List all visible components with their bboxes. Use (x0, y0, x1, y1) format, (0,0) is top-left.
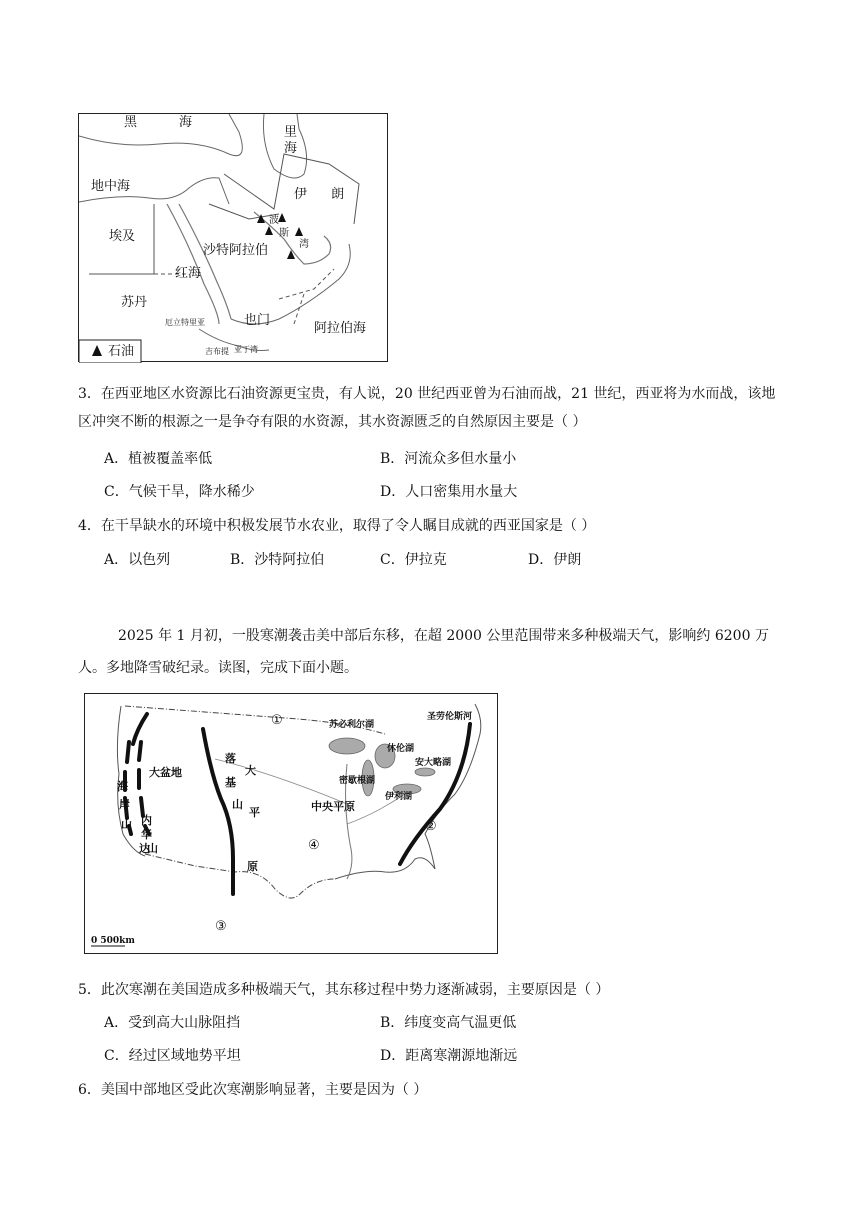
label-lake-huron: 休伦湖 (387, 744, 415, 754)
label-central-plain: 中央平原 (311, 800, 355, 813)
label-arabian-sea: 阿拉伯海 (314, 321, 367, 336)
label-gulf-of-aden: 亚丁湾 (234, 345, 258, 354)
label-gulf-3: 湾 (299, 239, 309, 250)
question-4-stem: 4．在干旱缺水的环境中积极发展节水农业，取得了令人瞩目成就的西亚国家是（ ） (78, 518, 596, 534)
label-sierra-4: 山 (147, 842, 158, 855)
label-black-sea-2: 海 (179, 115, 193, 130)
label-sierra-3: 达 (139, 842, 150, 855)
question-5-option-c: C．经过区域地势平坦 (104, 1048, 241, 1064)
label-lake-michigan: 密歇根湖 (339, 776, 376, 786)
label-lake-erie: 伊利湖 (385, 792, 413, 802)
label-sierra-2: 华 (141, 828, 152, 841)
label-sudan: 苏丹 (121, 295, 148, 310)
question-6-stem: 6．美国中部地区受此次寒潮影响显著，主要是因为（ ） (78, 1082, 428, 1098)
cold-wave-intro: 2025 年 1 月初，一股寒潮袭击美中部后东移，在超 2000 公里范围带来多种极端天气，影响约 6200 万人。多地降雪破纪录。读图，完成下面小题。 (78, 628, 769, 676)
question-5-option-b: B．纬度变高气温更低 (380, 1015, 517, 1031)
question-5-option-a: A．受到高大山脉阻挡 (104, 1015, 241, 1031)
label-iran: 伊 朗 (294, 187, 355, 202)
label-caspian-2: 海 (284, 141, 298, 156)
legend-oil-label: 石油 (108, 344, 135, 359)
label-great-basin: 大盆地 (149, 766, 182, 779)
west-asia-map (78, 113, 388, 362)
question-4-option-b: B．沙特阿拉伯 (230, 552, 325, 568)
label-plains-2: 平 (249, 806, 260, 819)
label-coast-3: 山 (121, 818, 132, 831)
question-3-option-b: B．河流众多但水量小 (380, 451, 517, 467)
label-djibouti: 吉布提 (205, 347, 229, 356)
marker-3: ③ (215, 919, 227, 934)
label-sierra-1: 内 (141, 814, 152, 827)
label-coast-2: 岸 (119, 798, 130, 811)
label-saudi-arabia: 沙特阿拉伯 (203, 243, 269, 258)
label-plains-1: 大 (245, 764, 256, 777)
question-3-option-c: C．气候干旱，降水稀少 (104, 484, 255, 500)
question-5-option-d: D．距离寒潮源地渐远 (380, 1048, 518, 1064)
label-black-sea-1: 黑 (124, 115, 138, 130)
label-rocky-2: 基 (225, 776, 236, 789)
usa-map (84, 693, 498, 954)
label-lake-superior: 苏必利尔湖 (329, 720, 375, 730)
question-3-option-a: A．植被覆盖率低 (104, 451, 213, 467)
label-rocky-1: 落 (225, 752, 236, 765)
marker-4: ④ (308, 838, 320, 853)
label-plains-3: 原 (247, 860, 258, 873)
label-st-lawrence: 圣劳伦斯河 (427, 712, 473, 722)
label-gulf-2: 斯 (279, 228, 289, 239)
label-lake-ontario: 安大略湖 (415, 758, 452, 768)
label-caspian-1: 里 (284, 125, 298, 140)
label-egypt: 埃及 (109, 229, 136, 244)
question-3-option-d: D．人口密集用水量大 (380, 484, 518, 500)
question-4-option-c: C．伊拉克 (380, 552, 447, 568)
label-scale: 0 500km (91, 936, 135, 946)
question-4-option-d: D．伊朗 (528, 552, 582, 568)
question-3-stem: 3．在西亚地区水资源比石油资源更宝贵，有人说，20 世纪西亚曾为石油而战，21 世纪，西亚将为水而战，该地区冲突不断的根源之一是争夺有限的水资源，其水资源匮乏的自然原因主要是（ ） (78, 386, 776, 430)
label-coast-1: 海 (117, 780, 128, 793)
marker-2: ② (425, 819, 437, 834)
question-4-option-a: A．以色列 (104, 552, 171, 568)
label-rocky-3: 山 (232, 798, 243, 811)
marker-1: ① (271, 713, 283, 728)
question-5-stem: 5．此次寒潮在美国造成多种极端天气，其东移过程中势力逐渐减弱，主要原因是（ ） (78, 982, 610, 998)
label-red-sea: 红海 (175, 266, 202, 281)
label-yemen: 也门 (244, 313, 271, 328)
label-eritrea: 厄立特里亚 (165, 318, 205, 327)
label-mediterranean: 地中海 (91, 179, 131, 194)
label-gulf-1: 波 (269, 215, 279, 226)
